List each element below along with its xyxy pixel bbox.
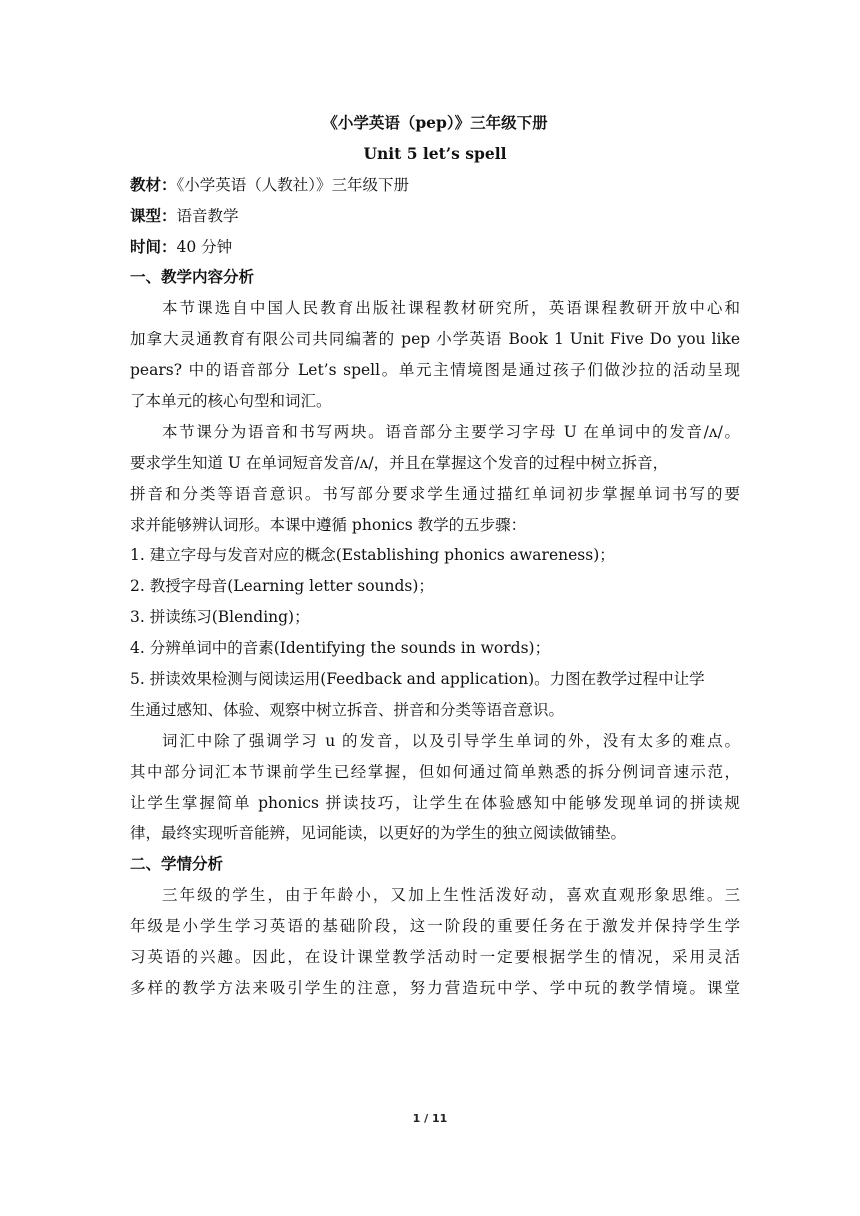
paragraph-line: pears? 中的语音部分 Let’s spell。单元主情境图是通过孩子们做沙拉的活动呈现 — [130, 361, 740, 380]
meta-textbook — [130, 170, 740, 201]
paragraph-line: 习英语的兴趣。因此，在设计课堂教学活动时一定要根据学生的情况，采用灵活 — [130, 948, 740, 967]
paragraph-line: 其中部分词汇本节课前学生已经掌握，但如何通过简单熟悉的拆分例词音速示范， — [130, 762, 740, 781]
paragraph-line: 律，最终实现听音能辨，见词能读，以更好的为学生的独立阅读做铺垫。 — [130, 824, 627, 843]
meta-value: 语音教学 — [176, 206, 239, 225]
paragraph-line: 求并能够辨认词形。本课中遵循 phonics 教学的五步骤： — [130, 515, 527, 534]
document-subtitle: Unit 5 let’s spell — [363, 143, 507, 163]
paragraph-line: 多样的教学方法来吸引学生的注意，努力营造玩中学、学中玩的教学情境。课堂 — [130, 978, 740, 997]
list-item: 2. 教授字母音(Learning letter sounds)； — [130, 577, 434, 596]
paragraph-line: 了本单元的核心句型和词汇。 — [130, 392, 332, 411]
paragraph-lesson-source — [130, 293, 740, 417]
paragraph-line: 词汇中除了强调学习 u 的发音，以及引导学生单词的外，没有太多的难点。 — [162, 731, 740, 750]
paragraph-line: 要求学生知道 U 在单词短音发音/ʌ/，并且在掌握这个发音的过程中树立拆音， — [130, 453, 669, 472]
document-title: 《小学英语（pep）》三年级下册 — [322, 113, 548, 132]
phonics-steps-list — [130, 540, 740, 725]
paragraph-line: 本节课选自中国人民教育出版社课程教材研究所，英语课程教研开放中心和 — [162, 299, 740, 318]
paragraph-student-analysis — [130, 880, 740, 1004]
meta-label: 时间： — [130, 236, 177, 256]
meta-label: 课型： — [130, 205, 177, 225]
meta-duration — [130, 232, 740, 263]
paragraph-line: 三年级的学生，由于年龄小，又加上生性活泼好动，喜欢直观形象思维。三 — [162, 886, 740, 905]
meta-value: 40 分钟 — [176, 237, 233, 256]
paragraph-line: 加拿大灵通教育有限公司共同编著的 pep 小学英语 Book 1 Unit Five Do you like — [130, 330, 740, 349]
list-item: 5. 拼读效果检测与阅读运用(Feedback and application)。力图在教学过程中让学 — [130, 670, 705, 689]
paragraph-vocabulary — [130, 726, 740, 850]
section-heading-content-analysis: 一、教学内容分析 — [130, 267, 255, 287]
paragraph-lesson-structure — [130, 417, 740, 541]
section-heading-student-analysis: 二、学情分析 — [130, 854, 224, 874]
list-item: 1. 建立字母与发音对应的概念(Establishing phonics awareness)； — [130, 546, 615, 565]
meta-lesson-type — [130, 201, 740, 232]
list-item: 4. 分辨单词中的音素(Identifying the sounds in words)； — [130, 639, 551, 658]
paragraph-line: 年级是小学生学习英语的基础阶段，这一阶段的重要任务在于激发并保持学生学 — [130, 917, 740, 936]
page-number: 1 / 11 — [412, 1112, 448, 1125]
list-item: 生通过感知、体验、观察中树立拆音、拼音和分类等语音意识。 — [130, 700, 565, 719]
list-item: 3. 拼读练习(Blending)； — [130, 608, 310, 627]
paragraph-line: 让学生掌握简单 phonics 拼读技巧，让学生在体验感知中能够发现单词的拼读规 — [130, 793, 740, 812]
meta-label: 教材： — [130, 174, 177, 194]
meta-value: 《小学英语（人教社）》三年级下册 — [176, 175, 410, 194]
paragraph-line: 拼音和分类等语音意识。书写部分要求学生通过描红单词初步掌握单词书写的要 — [130, 484, 740, 503]
paragraph-line: 本节课分为语音和书写两块。语音部分主要学习字母 U 在单词中的发音/ʌ/。 — [162, 422, 740, 441]
document-body — [130, 108, 740, 1004]
